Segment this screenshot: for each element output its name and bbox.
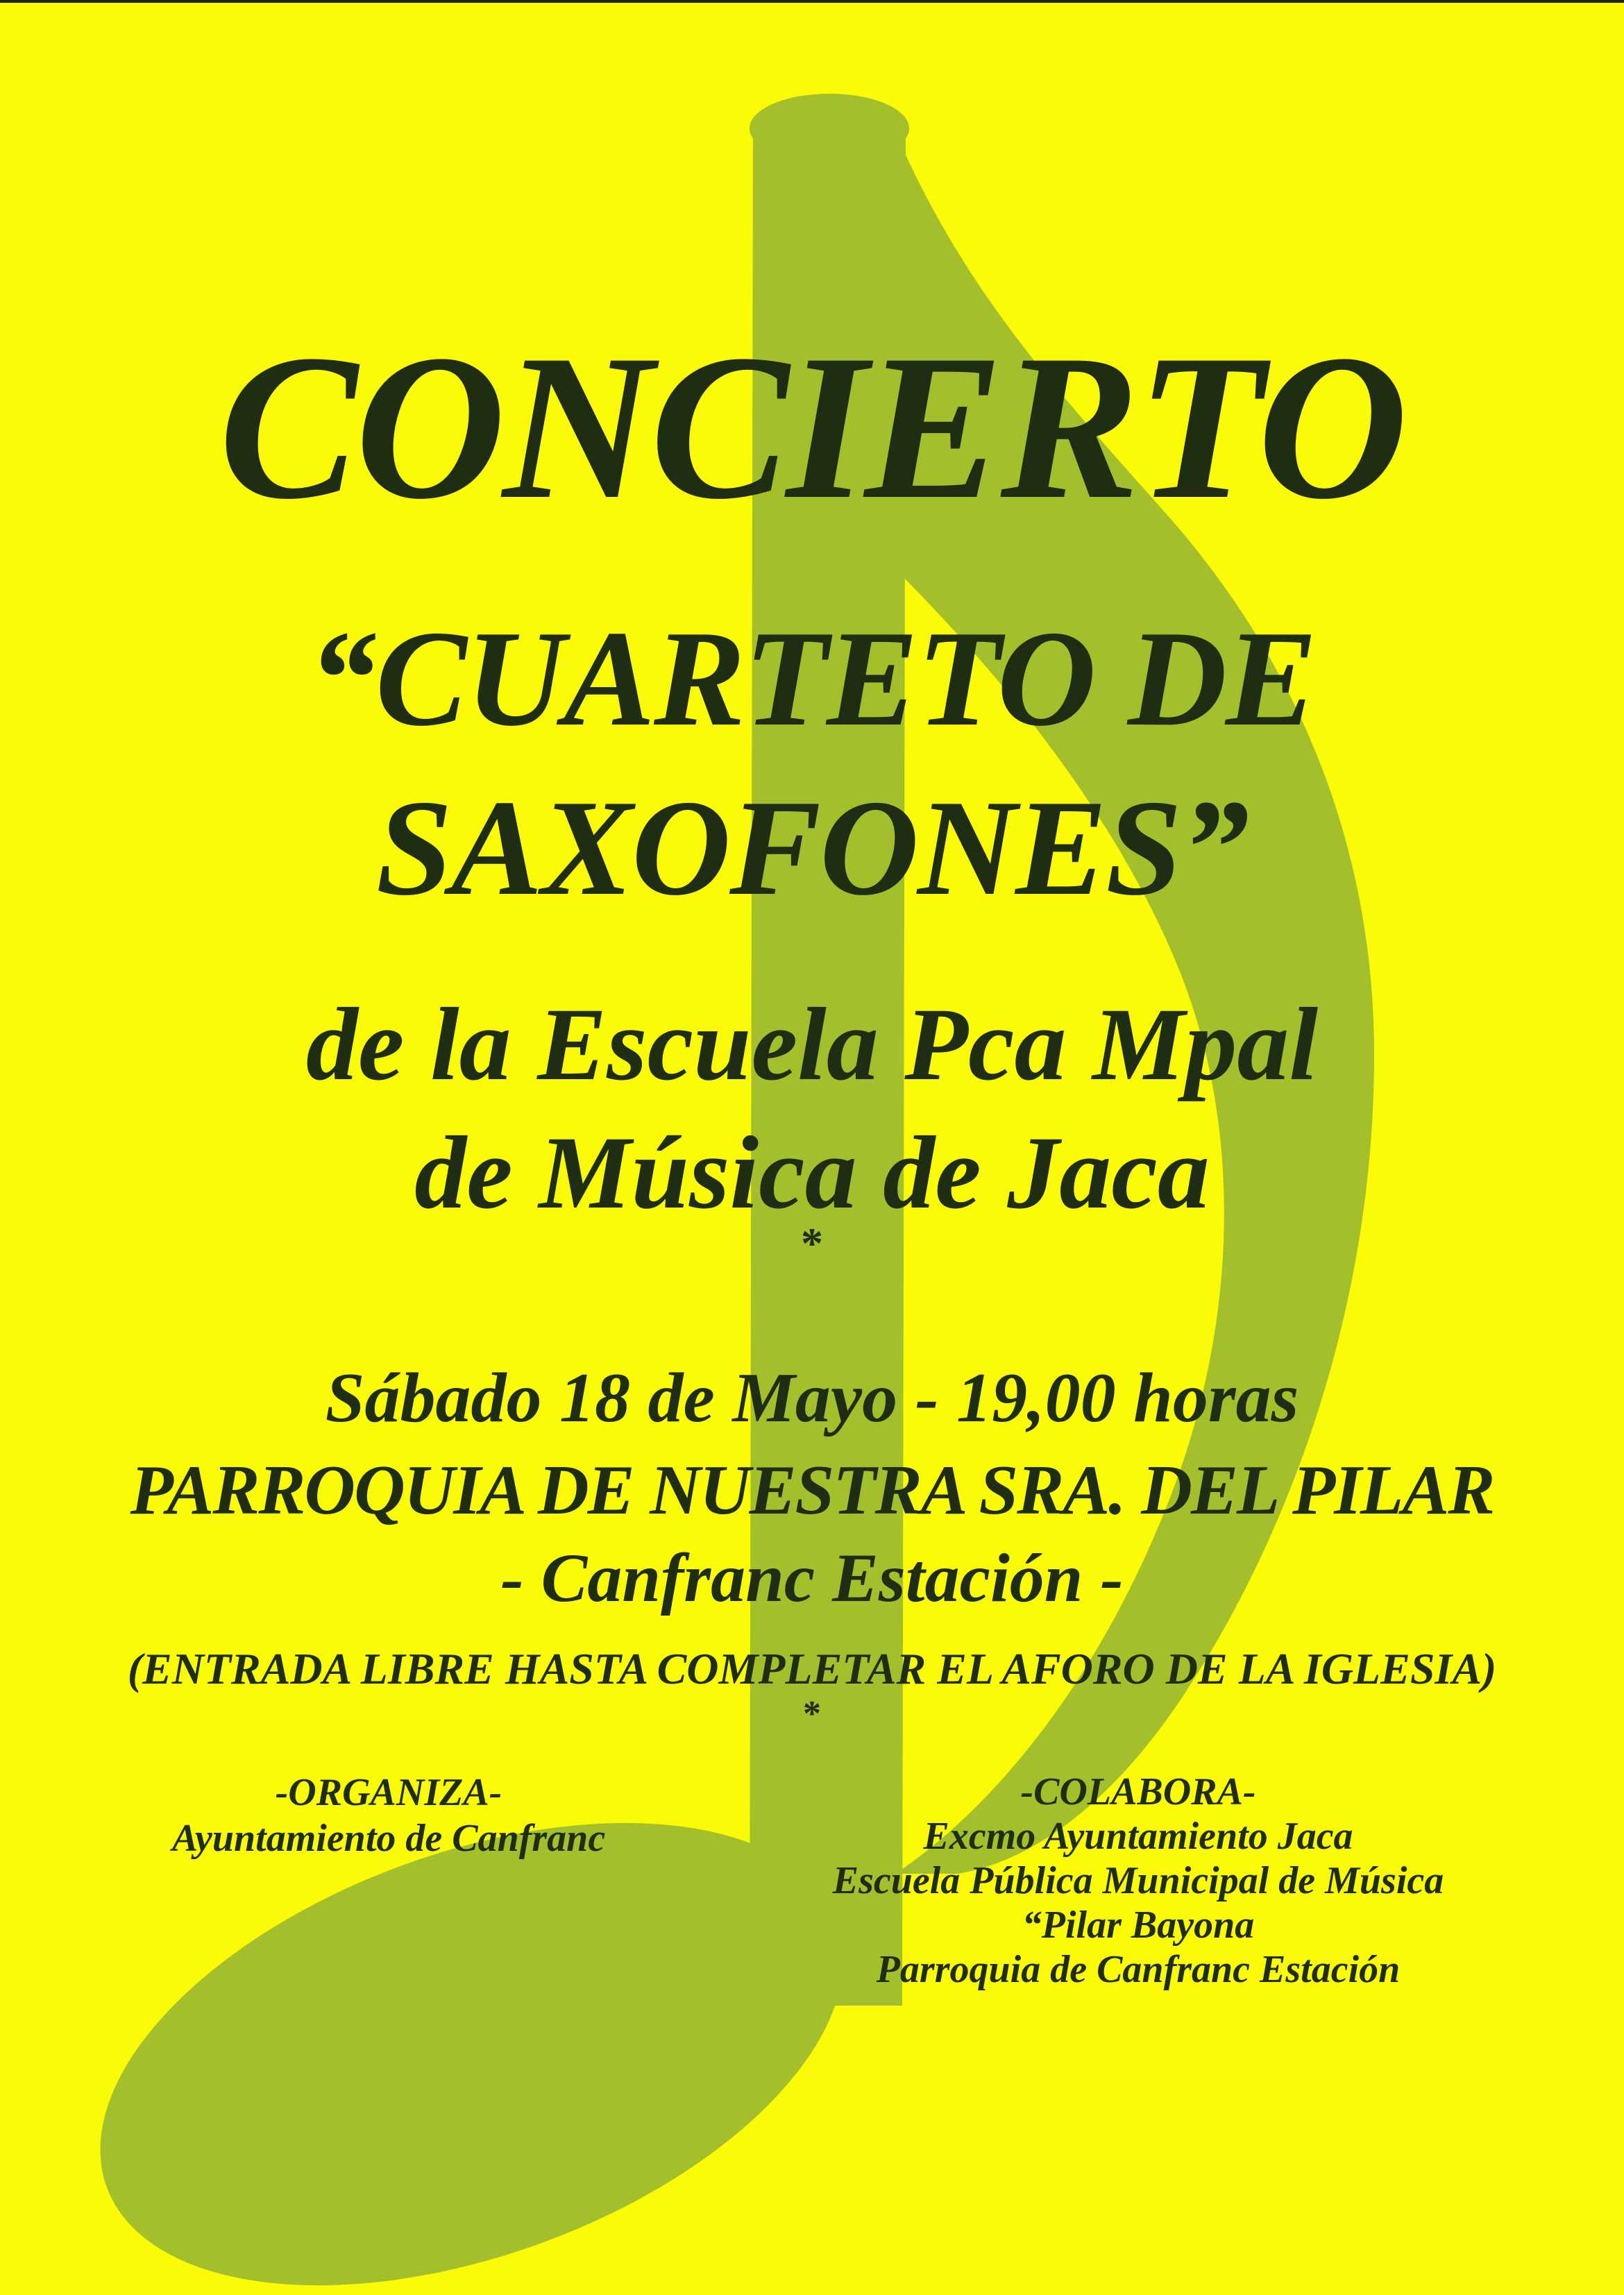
event-venue: PARROQUIA DE NUESTRA SRA. DEL PILAR xyxy=(130,1451,1494,1530)
event-date-time: Sábado 18 de Mayo - 19,00 horas xyxy=(325,1359,1299,1437)
colabora-block xyxy=(729,1770,1548,1992)
colabora-heading: -COLABORA- xyxy=(1020,1770,1256,1813)
ensemble-name-line2: SAXOFONES” xyxy=(375,772,1249,924)
organiza-block xyxy=(62,1770,715,1861)
school-name-line1: de la Escuela Pca Mpal xyxy=(305,987,1319,1102)
colabora-item: Escuela Pública Municipal de Música xyxy=(832,1859,1444,1902)
colabora-item: Parroquia de Canfranc Estación xyxy=(876,1948,1401,1991)
colabora-item: Excmo Ayuntamiento Jaca xyxy=(923,1815,1353,1858)
event-place: - Canfranc Estación - xyxy=(500,1539,1124,1616)
school-name-line2: de Música de Jaca xyxy=(414,1115,1210,1230)
separator-asterisk-2: * xyxy=(803,1694,821,1734)
colabora-item: “Pilar Bayona xyxy=(1022,1904,1255,1947)
concert-title: CONCIERTO xyxy=(219,312,1405,542)
entry-note: (ENTRADA LIBRE HASTA COMPLETAR EL AFORO DE LA IGLESIA) xyxy=(127,1644,1497,1693)
organiza-name: Ayuntamiento de Canfranc xyxy=(171,1817,606,1860)
separator-asterisk: * xyxy=(801,1219,823,1268)
organiza-heading: -ORGANIZA- xyxy=(275,1771,502,1814)
ensemble-name-line1: “CUARTETO DE xyxy=(307,602,1317,754)
